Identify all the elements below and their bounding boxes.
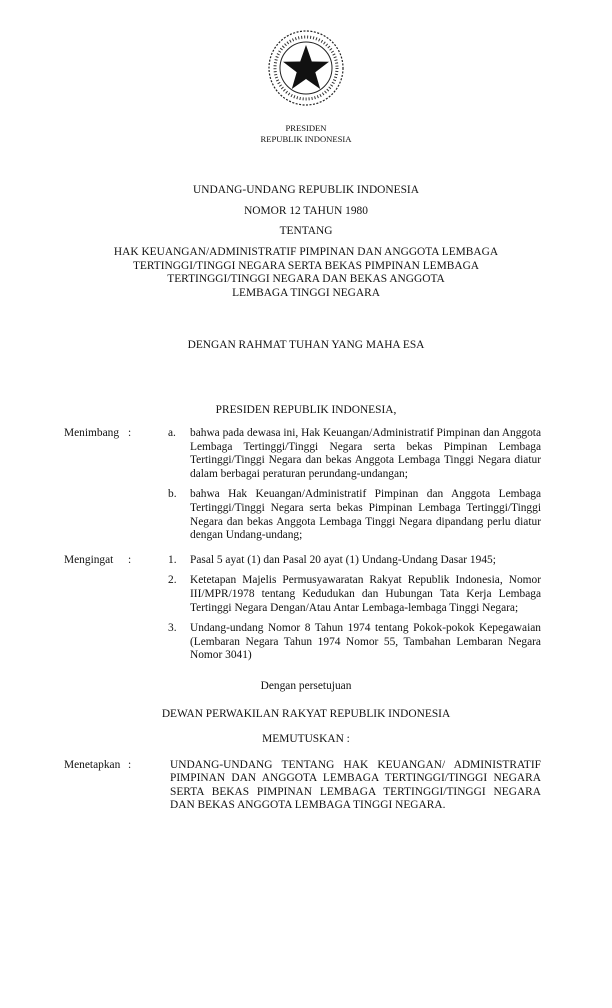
persetujuan-line: Dengan persetujuan xyxy=(260,679,352,692)
item-marker: b. xyxy=(168,488,177,501)
mengingat-item xyxy=(168,574,544,615)
body-content xyxy=(64,427,544,813)
mengingat-item-text: Ketetapan Majelis Permusyawaratan Rakyat Republik Indonesia, Nomor III/MPR/1978 tentang Kedudukan dan Hubungan Tata Kerja Lembaga Tertinggi Negara Dengan/Atau Antar Lembaga-lembaga Tinggi Negara; xyxy=(190,574,541,614)
menimbang-item xyxy=(168,488,544,542)
header-president: PRESIDEN xyxy=(285,123,327,133)
menetapkan-text: UNDANG-UNDANG TENTANG HAK KEUANGAN/ ADMINISTRATIF PIMPINAN DAN ANGGOTA LEMBAGA TERTINGGI/TINGGI NEGARA SERTA BEKAS PIMPINAN LEMBAGA TERTINGGI/TINGGI NEGARA DAN BEKAS ANGGOTA LEMBAGA TINGGI NEGARA. xyxy=(170,758,541,812)
item-marker: 2. xyxy=(168,574,177,587)
menimbang-item-text: bahwa Hak Keuangan/Administratif Pimpinan dan Anggota Lembaga Tertinggi/Tinggi Negara serta bekas Pimpinan Lembaga Tertinggi/Tinggi Negara dan bekas Anggota Lembaga Tinggi Negara dipandang perlu diatur dengan Undang-undang; xyxy=(190,488,541,542)
colon: : xyxy=(128,758,132,771)
mengingat-item xyxy=(168,554,544,568)
colon: : xyxy=(128,427,132,439)
mengingat-item-text: Undang-undang Nomor 8 Tahun 1974 tentang Pokok-pokok Kepegawaian (Lembaran Negara Tahun 1974 Nomor 55, Tambahan Lembaran Negara Nomor 3041) xyxy=(190,622,541,662)
header-republic: REPUBLIK INDONESIA xyxy=(260,134,352,144)
law-tentang: TENTANG xyxy=(279,225,333,237)
item-marker: a. xyxy=(168,427,176,439)
memutuskan-line: MEMUTUSKAN : xyxy=(262,733,350,746)
mengingat-section xyxy=(64,554,544,663)
menimbang-section xyxy=(64,427,544,543)
law-subject-line: TERTINGGI/TINGGI NEGARA DAN BEKAS ANGGOTA xyxy=(167,273,445,286)
menetapkan-section xyxy=(64,759,544,813)
menimbang-item-text: bahwa pada dewasa ini, Hak Keuangan/Administratif Pimpinan dan Anggota Lembaga Tertinggi/Tinggi Negara serta bekas Pimpinan Lembaga Tertinggi/Tinggi Negara dan bekas Anggota Lembaga Tinggi Negara diatur dalam berbagai peraturan perundang-undangan; xyxy=(190,427,541,480)
menimbang-item xyxy=(168,427,544,481)
rahmat-line: DENGAN RAHMAT TUHAN YANG MAHA ESA xyxy=(187,339,425,351)
law-title: UNDANG-UNDANG REPUBLIK INDONESIA xyxy=(193,184,419,196)
colon: : xyxy=(128,553,132,566)
law-number: NOMOR 12 TAHUN 1980 xyxy=(244,205,368,217)
item-marker: 1. xyxy=(168,553,177,566)
item-marker: 3. xyxy=(168,622,177,635)
mengingat-item-text: Pasal 5 ayat (1) dan Pasal 20 ayat (1) Undang-Undang Dasar 1945; xyxy=(190,553,496,566)
mengingat-item xyxy=(168,622,544,663)
dpr-line: DEWAN PERWAKILAN RAKYAT REPUBLIK INDONESIA xyxy=(161,707,451,720)
menetapkan-label: Menetapkan xyxy=(64,758,121,771)
garuda-star-emblem-icon xyxy=(266,28,346,108)
menimbang-label: Menimbang xyxy=(64,427,120,439)
law-subject-line: TERTINGGI/TINGGI NEGARA SERTA BEKAS PIMPINAN LEMBAGA xyxy=(132,259,480,272)
mengingat-label: Mengingat xyxy=(64,553,114,566)
law-subject-line: HAK KEUANGAN/ADMINISTRATIF PIMPINAN DAN ANGGOTA LEMBAGA xyxy=(113,246,499,258)
law-subject-line: LEMBAGA TINGGI NEGARA xyxy=(232,286,380,299)
president-line: PRESIDEN REPUBLIK INDONESIA, xyxy=(215,404,397,416)
